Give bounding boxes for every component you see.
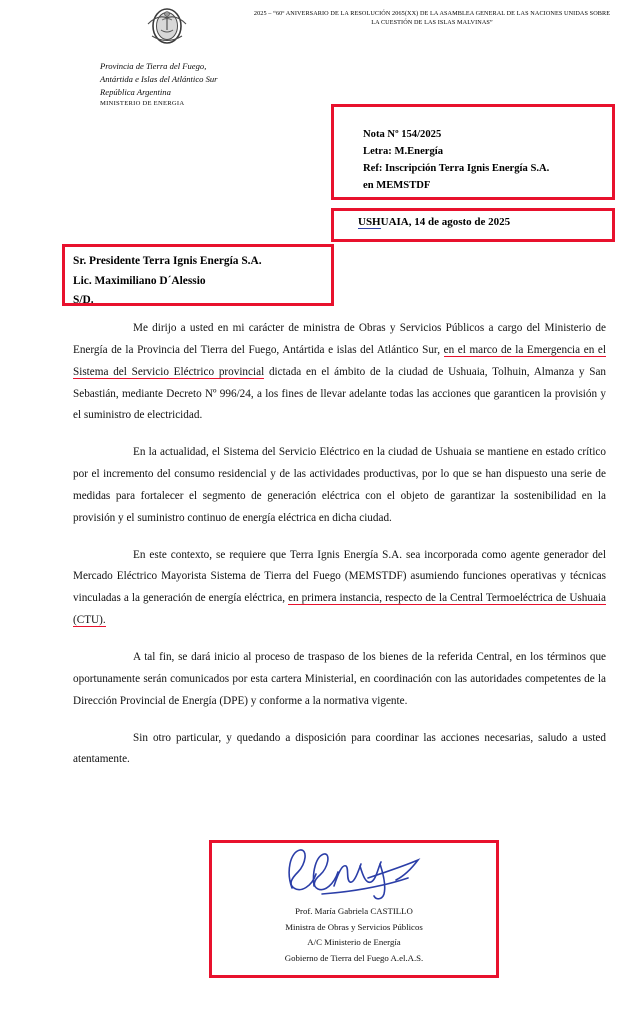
recipient-block bbox=[73, 252, 262, 311]
letterhead-line-1: Provincia de Tierra del Fuego, bbox=[100, 61, 207, 71]
body-paragraph-2: En la actualidad, el Sistema del Servicio Eléctrico en la ciudad de Ushuaia se mantiene en estado crítico por el incremento del consumo residencial y de las actividades productivas, por lo que se han dispuesto una serie de medidas para fortalecer el segmento de generación eléctrica con el objeto de garantizar la sostenibilidad en la provisión y el suministro continuo de energía eléctrica en dicha ciudad. bbox=[73, 446, 606, 524]
nota-ref-continuation: en MEMSTDF bbox=[363, 180, 431, 192]
nota-reference-block bbox=[363, 126, 613, 195]
letter-body bbox=[73, 318, 606, 786]
city-date-line bbox=[358, 216, 510, 228]
signer-title-2: A/C Ministerio de Energía bbox=[307, 937, 401, 948]
nota-letra: Letra: M.Energía bbox=[363, 146, 444, 158]
city-date-rest: UAIA, 14 de agosto de 2025 bbox=[380, 216, 511, 228]
signature-block bbox=[209, 904, 499, 967]
body-p3-part-a: En este contexto, se requiere que Terra Ignis Energía S.A. sea incorporada como agente generador del Mercado Eléctrico Mayorista Sistema de Tierra del Fuego (MEMSTDF) asumiendo funciones operativas y técnicas vinculadas a la generación de energía eléctrica, bbox=[73, 548, 606, 605]
body-paragraph-5: Sin otro particular, y quedando a disposición para coordinar las acciones necesarias, saludo a usted atentamente. bbox=[73, 731, 606, 766]
recipient-line-3: S/D. bbox=[73, 294, 94, 307]
body-paragraph-3 bbox=[73, 545, 606, 632]
signer-title-3: Gobierno de Tierra del Fuego A.el.A.S. bbox=[284, 952, 424, 963]
letterhead-line-3: República Argentina bbox=[100, 86, 171, 97]
nota-number: Nota Nº 154/2025 bbox=[363, 129, 442, 140]
handwritten-signature bbox=[268, 842, 438, 904]
signer-title-1: Ministra de Obras y Servicios Públicos bbox=[285, 921, 423, 932]
body-paragraph-1 bbox=[73, 318, 606, 427]
argentina-coat-of-arms-icon bbox=[140, 6, 194, 46]
body-p1-part-b: dictada en el ámbito de la ciudad de Ushuaia, Tolhuin, Almanza y San Sebastián, mediante Decreto Nº 996/24, a los fines de llevar adelante todas las acciones que garanticen la provisión y el suministro de electricidad. bbox=[73, 365, 607, 422]
nota-ref: Ref: Inscripción Terra Ignis Energía S.A. bbox=[363, 163, 550, 175]
recipient-line-2: Lic. Maximiliano D´Alessio bbox=[73, 274, 206, 287]
letterhead-line-2: Antártida e Islas del Atlántico Sur bbox=[100, 73, 218, 84]
body-p1-highlight: en el marco de la Emergencia en el Sistema del Servicio Eléctrico provincial bbox=[73, 343, 606, 378]
letterhead-ministry: MINISTERIO DE ENERGIA bbox=[100, 99, 185, 107]
body-p3-highlight: en primera instancia, respecto de la Central Termoeléctrica de Ushuaia (CTU). bbox=[73, 592, 607, 627]
body-paragraph-4: A tal fin, se dará inicio al proceso de traspaso de los bienes de la referida Central, en los términos que oportunamente serán comunicados por esta cartera Ministerial, en coordinación con las autoridades competentes de la Dirección Provincial de Energía (DPE) y conforme a la normativa vigente. bbox=[73, 650, 606, 707]
city-prefix: USH bbox=[358, 216, 381, 228]
document-header bbox=[0, 4, 643, 44]
signer-name: Prof. María Gabriela CASTILLO bbox=[295, 906, 413, 916]
recipient-line-1: Sr. Presidente Terra Ignis Energía S.A. bbox=[73, 255, 262, 267]
anniversary-legend: 2025 – “60º ANIVERSARIO DE LA RESOLUCIÓN 2065(XX) DE LA ASAMBLEA GENERAL DE LAS NACIONES UNIDAS SOBRE LA CUESTIÓN DE LAS ISLAS MALVINAS” bbox=[253, 10, 611, 26]
letterhead bbox=[100, 60, 360, 109]
body-p1-part-a: Me dirijo a usted en mi carácter de ministra de Obras y Servicios Públicos a cargo del Ministerio de Energía de la Provincia del Tierra del Fuego, Antártida e islas del Atlántico Sur, bbox=[73, 322, 606, 356]
